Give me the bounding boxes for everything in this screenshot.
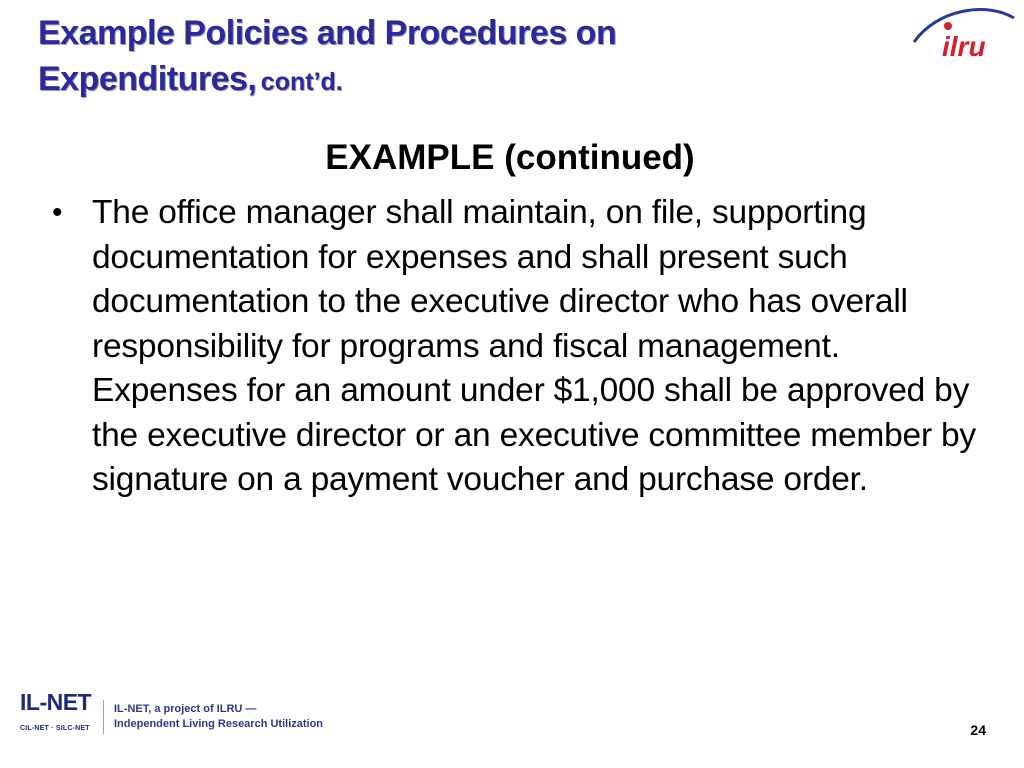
- slide-title: [38, 10, 838, 109]
- section-heading: EXAMPLE (continued): [325, 138, 695, 177]
- logo-dot-red: [944, 22, 952, 30]
- title-line-2: Expenditures,: [38, 60, 257, 98]
- il-net-logo: [20, 690, 110, 738]
- page-number: 24: [970, 722, 986, 738]
- il-net-networks-text: CIL-NET · SILC-NET: [20, 725, 90, 732]
- footer-text: [114, 702, 323, 732]
- title-cont-suffix: cont’d.: [260, 68, 343, 96]
- footer-line-2: Independent Living Research Utilization: [114, 718, 324, 730]
- footer-line-1: IL-NET, a project of ILRU —: [114, 703, 257, 715]
- ilru-logo: [908, 2, 1020, 62]
- bullet-list: [50, 191, 990, 503]
- logo-text: ilru: [942, 31, 986, 62]
- bullet-text: The office manager shall maintain, on file, supporting documentation for expenses and shall present such documentation to the executive director who has overall responsibility for programs and fiscal management. Expenses for an amount under $1,000 shall be approved by the executive director or an executive committee member by signature on a payment voucher and purchase order.: [92, 194, 976, 498]
- title-line-1: Example Policies and Procedures on: [38, 14, 617, 52]
- bullet-dot: •: [52, 196, 63, 229]
- footer-divider: [103, 700, 104, 734]
- il-net-logo-text: IL-NET: [20, 689, 92, 715]
- list-item: [50, 191, 990, 503]
